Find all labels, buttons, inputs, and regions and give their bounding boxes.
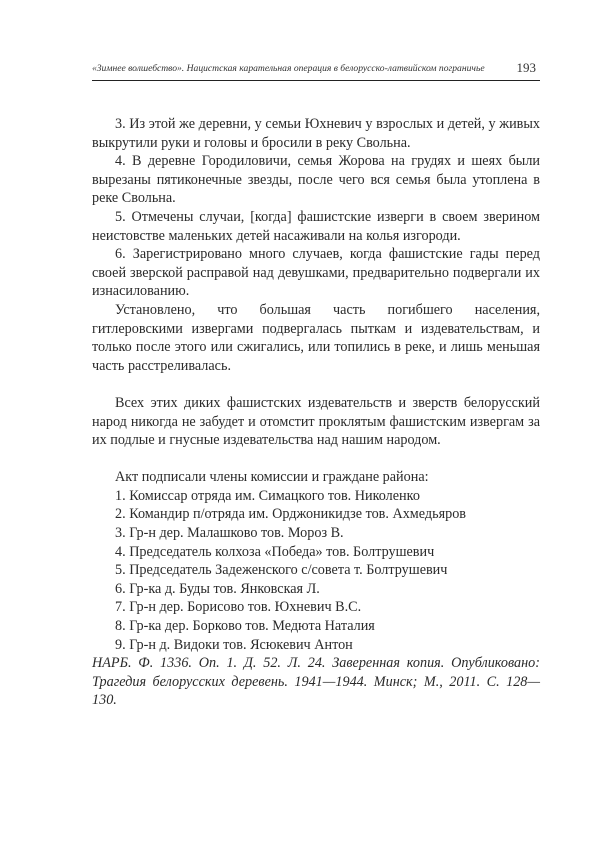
signer-item: 2. Командир п/отряда им. Орджоникидзе тов. Ахмедьяров	[115, 506, 467, 523]
signers-intro: Акт подписали члены комиссии и граждане района:	[115, 469, 429, 486]
paragraph-item-5: 5. Отмечены случаи, [когда] фашистские изверги в своем зверином неистовстве маленьких детей насаживали на колья изгороди.	[92, 208, 540, 244]
running-header	[92, 60, 540, 81]
page-body	[92, 115, 540, 710]
running-title: «Зимнее волшебство». Нацистская карательная операция в белорусско-латвийском пограничье	[92, 63, 485, 74]
signer-item: 4. Председатель колхоза «Победа» тов. Болтрушевич	[115, 543, 435, 560]
signer-item: 9. Гр-н д. Видоки тов. Ясюкевич Антон	[115, 636, 353, 653]
page-number: 193	[516, 60, 536, 75]
paragraph-conclusion: Установлено, что большая часть погибшего населения, гитлеровскими извергами подвергалась пыткам и издевательствам, и только после этого или сжигались, или топились в реке, и лишь меньшая часть расстреливалась.	[92, 301, 540, 374]
spacer	[92, 450, 540, 469]
spacer	[92, 375, 540, 394]
closing-paragraph: Всех этих диких фашистских издевательств и зверств белорусский народ никогда не забудет и отомстит проклятым фашистским извергам за их подлые и гнусные издевательства над нашим народом.	[92, 394, 540, 449]
paragraph-item-4: 4. В деревне Городиловичи, семья Жорова на грудях и шеях были вырезаны пятиконечные звезды, после чего вся семья была утоплена в реке Свольна.	[92, 153, 540, 207]
signer-item: 1. Комиссар отряда им. Симацкого тов. Николенко	[115, 487, 420, 504]
signer-item: 5. Председатель Задеженского с/совета т. Болтрушевич	[115, 562, 448, 579]
signers-list	[92, 468, 540, 654]
paragraph-item-3: 3. Из этой же деревни, у семьи Юхневич у взрослых и детей, у живых выкрутили руки и головы и бросили в реку Свольна.	[92, 116, 540, 151]
paragraph-item-6: 6. Зарегистрировано много случаев, когда фашистские гады перед своей зверской расправой над девушками, предварительно подвергали их изнасилованию.	[92, 246, 540, 300]
signer-item: 6. Гр-ка д. Буды тов. Янковская Л.	[115, 580, 320, 597]
signer-item: 8. Гр-ка дер. Борково тов. Медюта Наталия	[115, 618, 375, 635]
signer-item: 7. Гр-н дер. Борисово тов. Юхневич В.С.	[115, 599, 362, 616]
source-citation: НАРБ. Ф. 1336. Оп. 1. Д. 52. Л. 24. Заверенная копия. Опубликовано: Трагедия белорусских деревень. 1941—1944. Минск; М., 2011. С. 128—130.	[92, 655, 540, 709]
signer-item: 3. Гр-н дер. Малашково тов. Мороз В.	[115, 525, 344, 542]
